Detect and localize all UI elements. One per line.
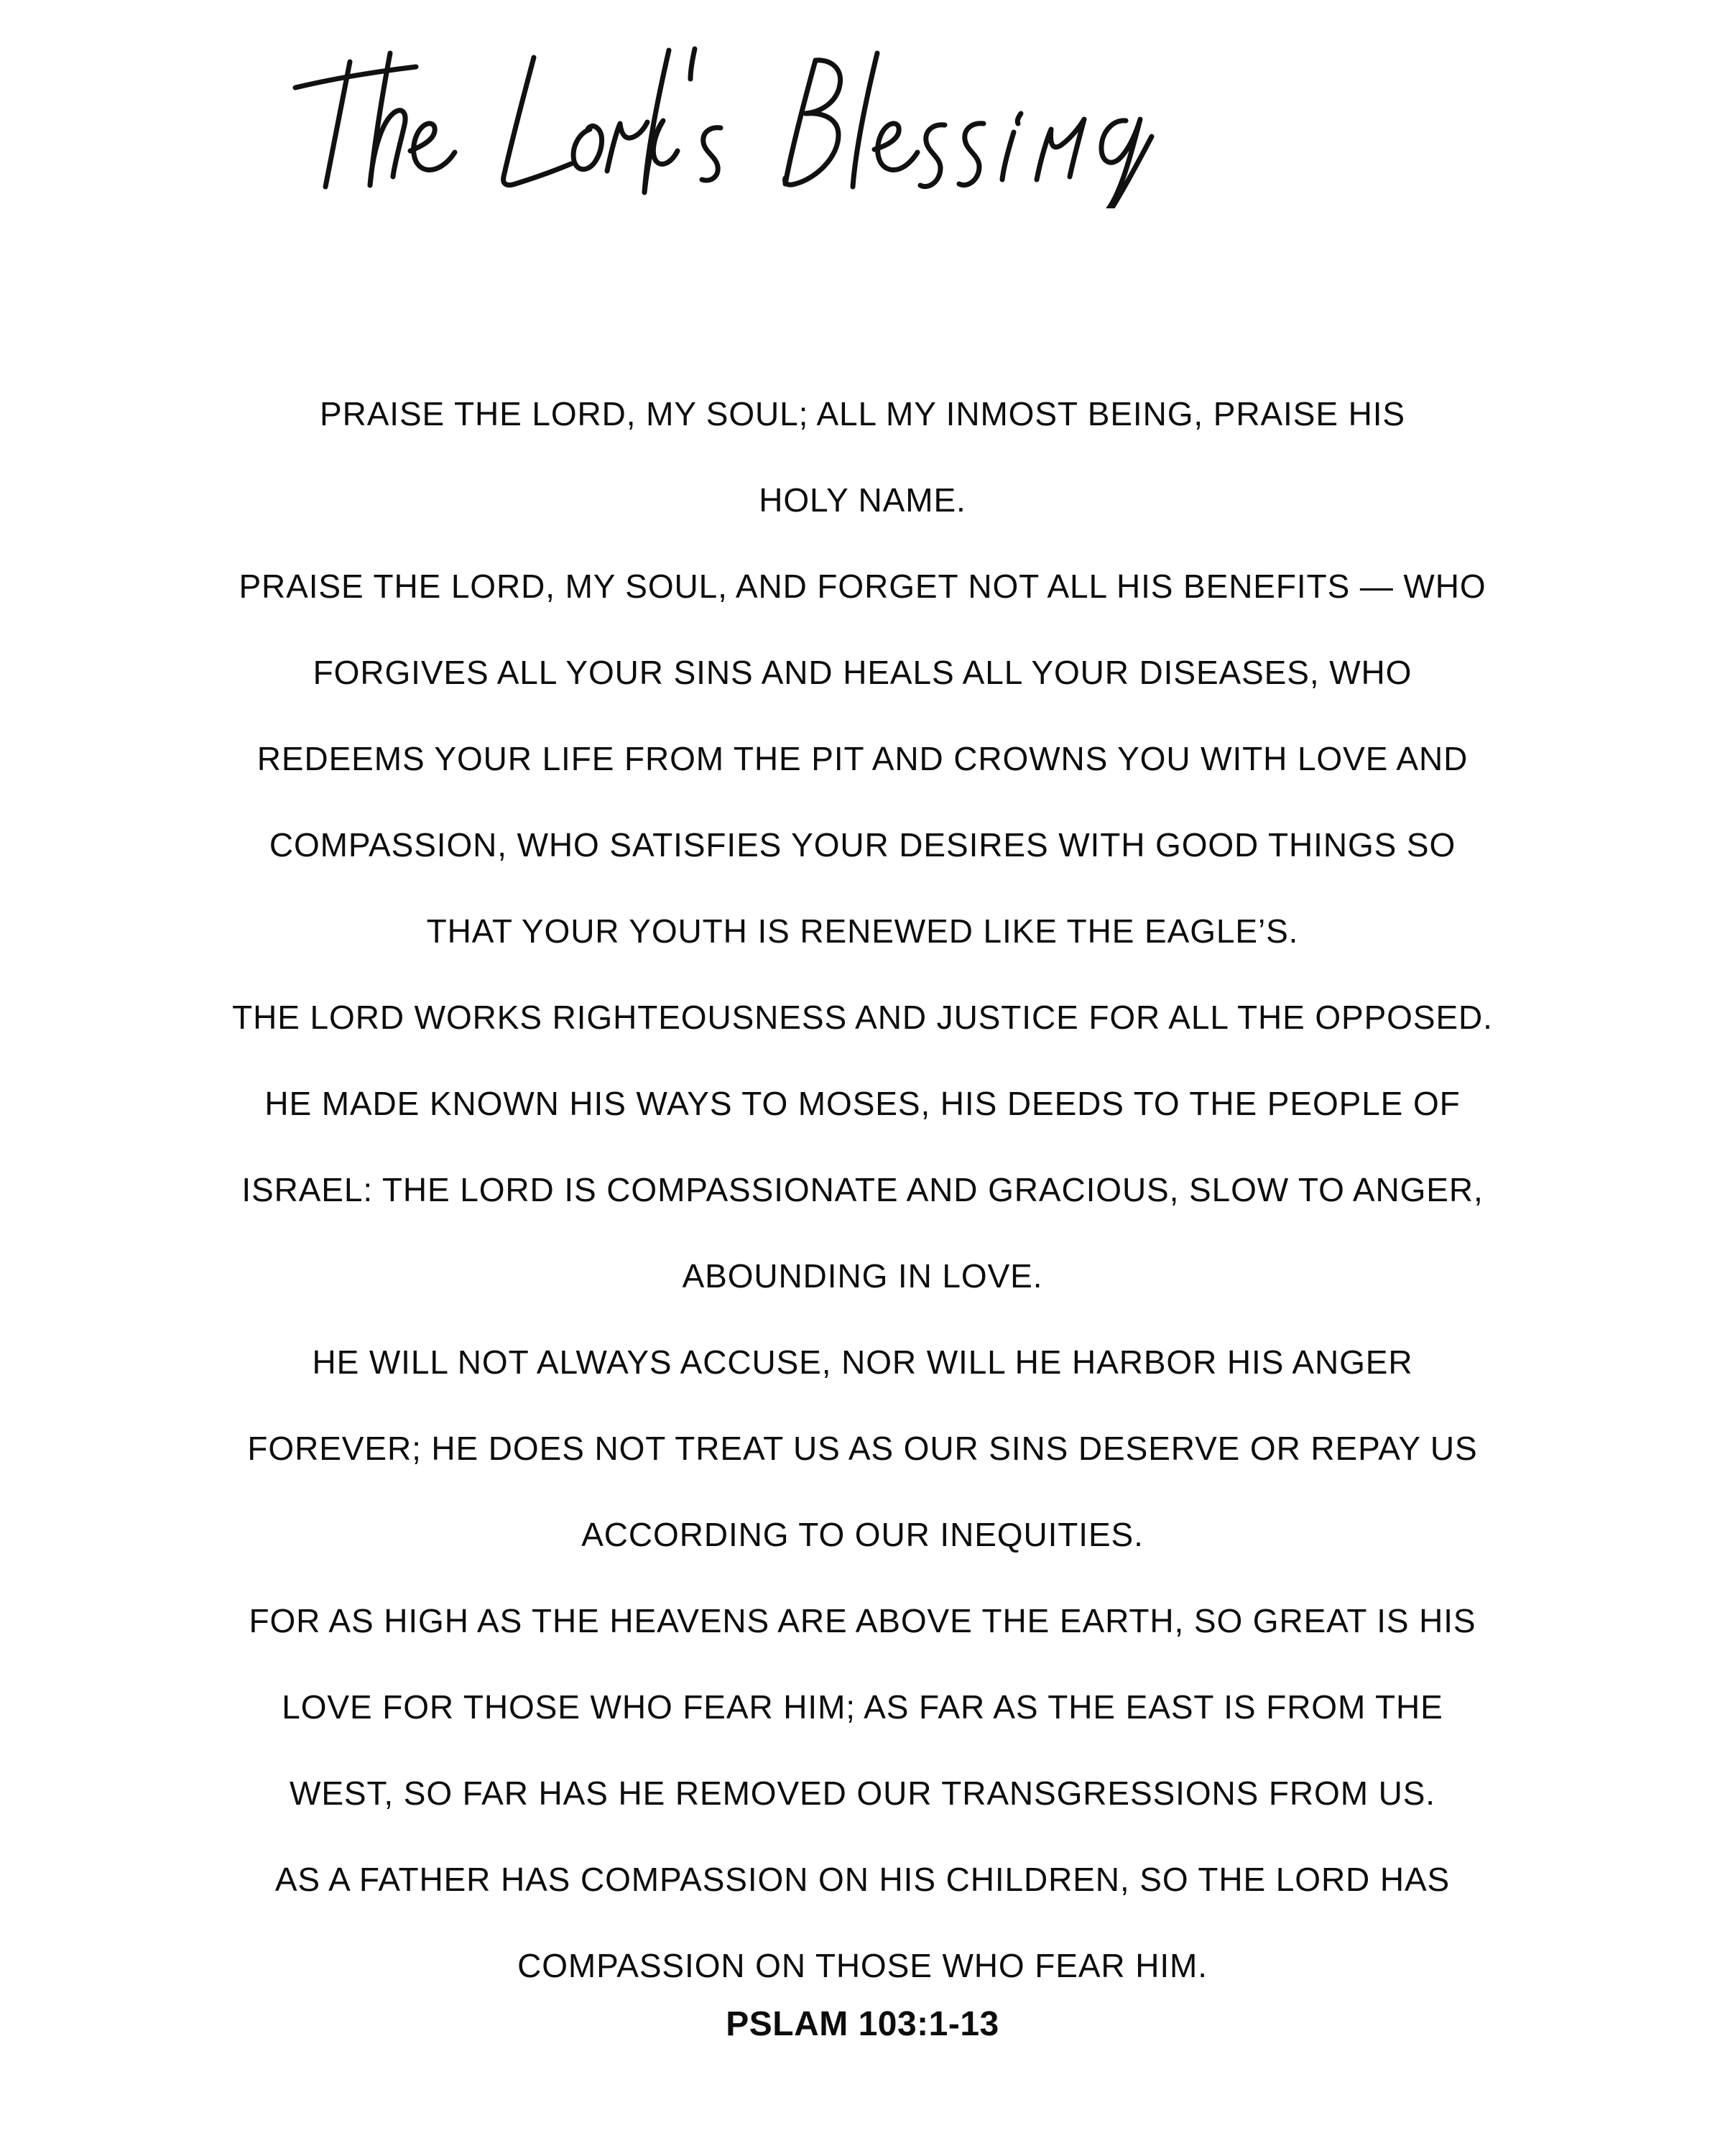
verse-line: REDEEMS YOUR LIFE FROM THE PIT AND CROWNS YOU WITH LOVE AND — [256, 740, 1469, 777]
verse-line: PRAISE THE LORD, MY SOUL; ALL MY INMOST BEING, PRAISE HIS — [320, 395, 1405, 432]
verse-line: WEST, SO FAR HAS HE REMOVED OUR TRANSGRESSIONS FROM US. — [290, 1775, 1435, 1812]
verse-line: ISRAEL: THE LORD IS COMPASSIONATE AND GRACIOUS, SLOW TO ANGER, — [241, 1171, 1484, 1208]
verse-line: AS A FATHER HAS COMPASSION ON HIS CHILDREN, SO THE LORD HAS — [274, 1861, 1451, 1898]
scripture-reference: PSLAM 103:1-13 — [726, 2005, 999, 2043]
verse-line: PRAISE THE LORD, MY SOUL, AND FORGET NOT ALL HIS BENEFITS — WHO — [239, 568, 1486, 605]
verse-line: COMPASSION ON THOSE WHO FEAR HIM. — [517, 1947, 1208, 1984]
verse-line: LOVE FOR THOSE WHO FEAR HIM; AS FAR AS THE EAST IS FROM THE — [282, 1688, 1443, 1726]
verse-line: FORGIVES ALL YOUR SINS AND HEALS ALL YOUR DISEASES, WHO — [313, 654, 1412, 691]
verse-body — [195, 371, 1531, 2009]
verse-line: ACCORDING TO OUR INEQUITIES. — [581, 1516, 1144, 1553]
verse-line: COMPASSION, WHO SATISFIES YOUR DESIRES WITH GOOD THINGS SO — [269, 826, 1456, 864]
verse-line: THE LORD WORKS RIGHTEOUSNESS AND JUSTICE FOR ALL THE OPPOSED. — [232, 999, 1493, 1036]
page-title — [0, 43, 1725, 208]
verse-line: FOREVER; HE DOES NOT TREAT US AS OUR SINS DESERVE OR REPAY US — [247, 1430, 1478, 1467]
verse-line: HE WILL NOT ALWAYS ACCUSE, NOR WILL HE HARBOR HIS ANGER — [312, 1343, 1413, 1381]
verse-line: HE MADE KNOWN HIS WAYS TO MOSES, HIS DEEDS TO THE PEOPLE OF — [264, 1085, 1461, 1122]
verse-line: HOLY NAME. — [759, 481, 966, 519]
verse-line: FOR AS HIGH AS THE HEAVENS ARE ABOVE THE EARTH, SO GREAT IS HIS — [249, 1602, 1476, 1639]
title-script-lettering — [281, 43, 1445, 208]
verse-line: ABOUNDING IN LOVE. — [682, 1257, 1043, 1295]
verse-line: THAT YOUR YOUTH IS RENEWED LIKE THE EAGLE’S. — [426, 912, 1299, 950]
